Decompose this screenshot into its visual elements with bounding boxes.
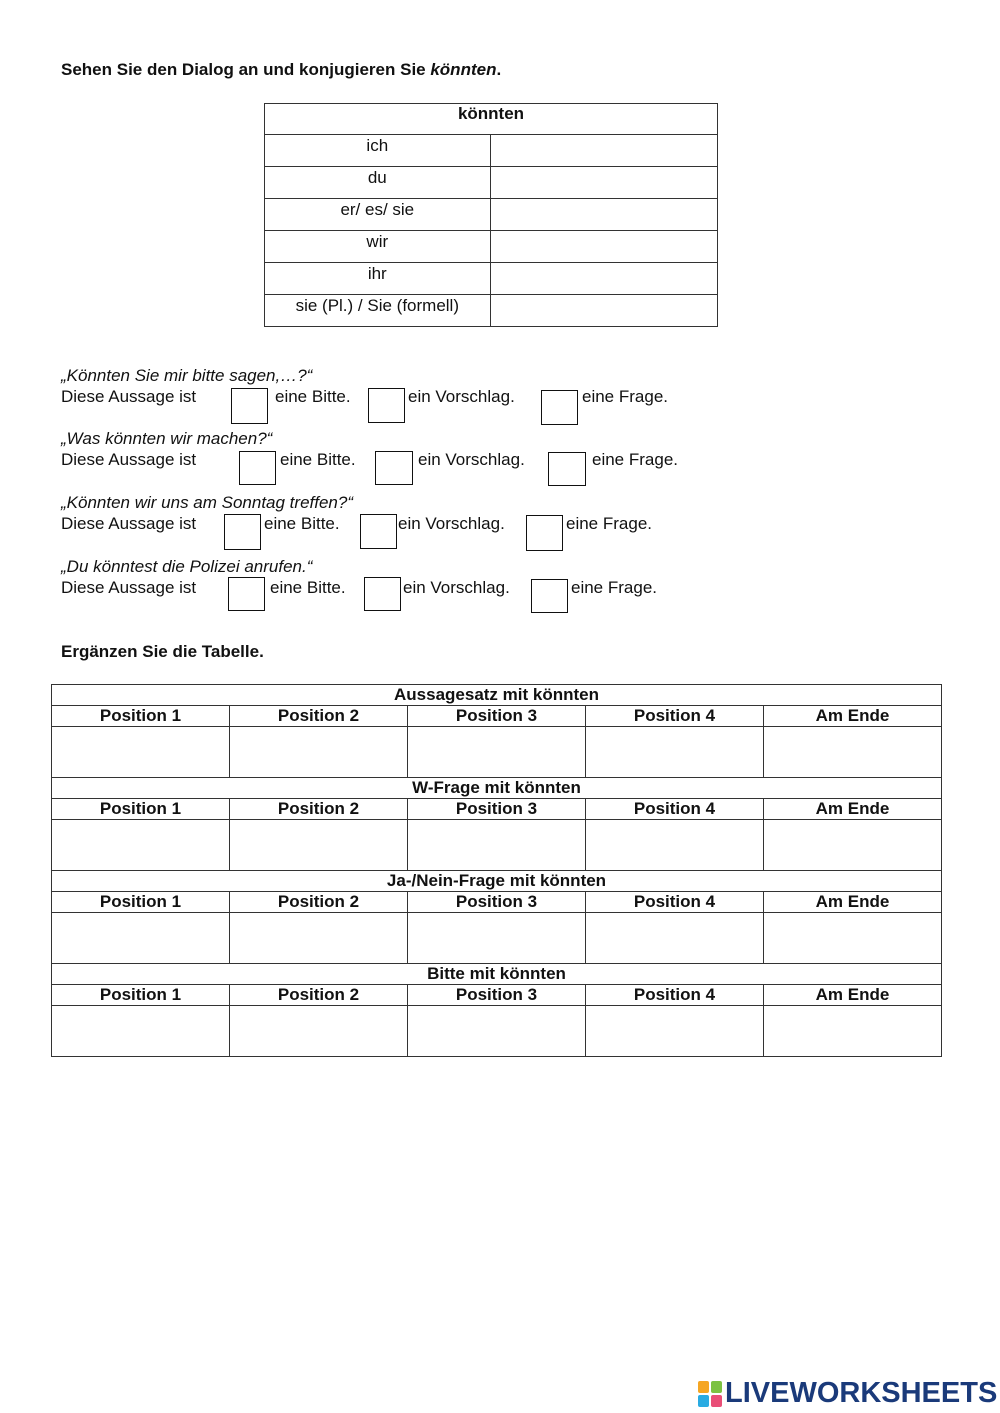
grid-cell-input[interactable] — [408, 1007, 585, 1055]
grid-cell-input[interactable] — [230, 914, 407, 962]
statement-lead: Diese Aussage ist — [61, 514, 197, 533]
grid-cell-input[interactable] — [586, 728, 763, 776]
statement-lead: Diese Aussage ist — [61, 578, 197, 597]
option-label: ein Vorschlag. — [398, 514, 505, 533]
checkbox-frage[interactable] — [526, 515, 563, 551]
grid-section-header: Ja-/Nein-Frage mit könnten — [52, 871, 942, 892]
grid-column-header: Position 4 — [586, 706, 764, 727]
grid-column-header: Position 1 — [52, 985, 230, 1006]
instructions-title: Sehen Sie den Dialog an und konjugieren Sie könnten. — [61, 60, 502, 79]
option-label: eine Frage. — [592, 450, 678, 469]
grid-column-header: Am Ende — [764, 892, 942, 913]
checkbox-frage[interactable] — [541, 390, 578, 425]
statement-lead: Diese Aussage ist — [61, 387, 197, 406]
grid-cell-input[interactable] — [764, 728, 941, 776]
pronoun-cell: wir — [265, 231, 491, 263]
checkbox-vorschlag[interactable] — [368, 388, 405, 423]
logo-mark-tile — [698, 1381, 709, 1393]
grid-column-header: Position 2 — [230, 985, 408, 1006]
grid-column-header: Position 3 — [408, 985, 586, 1006]
conjugation-input[interactable] — [491, 265, 717, 293]
statement-lead: Diese Aussage ist — [61, 450, 197, 469]
section2-title: Ergänzen Sie die Tabelle. — [61, 642, 264, 661]
option-label: eine Bitte. — [270, 578, 346, 597]
grid-cell-input[interactable] — [764, 914, 941, 962]
grid-column-header: Position 2 — [230, 706, 408, 727]
option-label: eine Frage. — [571, 578, 657, 597]
grid-column-header: Position 4 — [586, 799, 764, 820]
conjugation-header: könnten — [265, 104, 718, 135]
conjugation-input[interactable] — [491, 297, 717, 325]
statement-quote: „Könnten Sie mir bitte sagen,…?“ — [61, 366, 313, 385]
grid-section-header: Bitte mit könnten — [52, 964, 942, 985]
grid-column-header: Position 3 — [408, 706, 586, 727]
grid-cell-input[interactable] — [586, 821, 763, 869]
liveworksheets-logo — [698, 1377, 997, 1410]
liveworksheets-logo-icon — [698, 1381, 722, 1407]
grid-column-header: Position 1 — [52, 892, 230, 913]
pronoun-cell: ihr — [265, 263, 491, 295]
grid-column-header: Position 4 — [586, 985, 764, 1006]
conjugation-table — [264, 103, 718, 327]
grid-section-header: Aussagesatz mit könnten — [52, 685, 942, 706]
grid-column-header: Position 4 — [586, 892, 764, 913]
checkbox-bitte[interactable] — [224, 514, 261, 550]
option-label: ein Vorschlag. — [408, 387, 515, 406]
grid-cell-input[interactable] — [408, 914, 585, 962]
option-label: eine Frage. — [566, 514, 652, 533]
conjugation-input[interactable] — [491, 201, 717, 229]
checkbox-vorschlag[interactable] — [375, 451, 413, 485]
logo-mark-tile — [698, 1395, 709, 1407]
conjugation-input[interactable] — [491, 233, 717, 261]
grid-cell-input[interactable] — [408, 821, 585, 869]
pronoun-cell: ich — [265, 135, 491, 167]
grid-cell-input[interactable] — [408, 728, 585, 776]
pronoun-cell: du — [265, 167, 491, 199]
grid-column-header: Position 2 — [230, 799, 408, 820]
grid-cell-input[interactable] — [230, 821, 407, 869]
statement-quote: „Was könnten wir machen?“ — [61, 429, 273, 448]
grid-column-header: Position 1 — [52, 706, 230, 727]
grid-cell-input[interactable] — [764, 821, 941, 869]
checkbox-bitte[interactable] — [239, 451, 276, 485]
grid-cell-input[interactable] — [230, 728, 407, 776]
option-label: eine Bitte. — [264, 514, 340, 533]
option-label: eine Bitte. — [275, 387, 351, 406]
logo-mark-tile — [711, 1395, 722, 1407]
grid-cell-input[interactable] — [52, 1007, 229, 1055]
checkbox-vorschlag[interactable] — [364, 577, 401, 611]
logo-text: LIVEWORKSHEETS — [725, 1377, 998, 1409]
grid-column-header: Am Ende — [764, 706, 942, 727]
grid-cell-input[interactable] — [586, 1007, 763, 1055]
statement-quote: „Du könntest die Polizei anrufen.“ — [61, 557, 313, 576]
checkbox-frage[interactable] — [548, 452, 586, 486]
grid-column-header: Position 3 — [408, 892, 586, 913]
grid-section-header: W-Frage mit könnten — [52, 778, 942, 799]
grid-cell-input[interactable] — [586, 914, 763, 962]
logo-mark-tile — [711, 1381, 722, 1393]
checkbox-frage[interactable] — [531, 579, 568, 613]
conjugation-input[interactable] — [491, 169, 717, 197]
grid-column-header: Position 1 — [52, 799, 230, 820]
grid-cell-input[interactable] — [52, 821, 229, 869]
option-label: eine Frage. — [582, 387, 668, 406]
checkbox-bitte[interactable] — [228, 577, 265, 611]
statement-quote: „Könnten wir uns am Sonntag treffen?“ — [61, 493, 353, 512]
checkbox-vorschlag[interactable] — [360, 514, 397, 549]
checkbox-bitte[interactable] — [231, 388, 268, 424]
conjugation-input[interactable] — [491, 137, 717, 165]
option-label: ein Vorschlag. — [403, 578, 510, 597]
grid-column-header: Am Ende — [764, 799, 942, 820]
grid-cell-input[interactable] — [52, 914, 229, 962]
grid-column-header: Position 2 — [230, 892, 408, 913]
grid-cell-input[interactable] — [230, 1007, 407, 1055]
grid-cell-input[interactable] — [764, 1007, 941, 1055]
pronoun-cell: sie (Pl.) / Sie (formell) — [265, 295, 491, 327]
grid-column-header: Am Ende — [764, 985, 942, 1006]
option-label: ein Vorschlag. — [418, 450, 525, 469]
sentence-position-table — [51, 684, 942, 1057]
grid-column-header: Position 3 — [408, 799, 586, 820]
option-label: eine Bitte. — [280, 450, 356, 469]
grid-cell-input[interactable] — [52, 728, 229, 776]
pronoun-cell: er/ es/ sie — [265, 199, 491, 231]
